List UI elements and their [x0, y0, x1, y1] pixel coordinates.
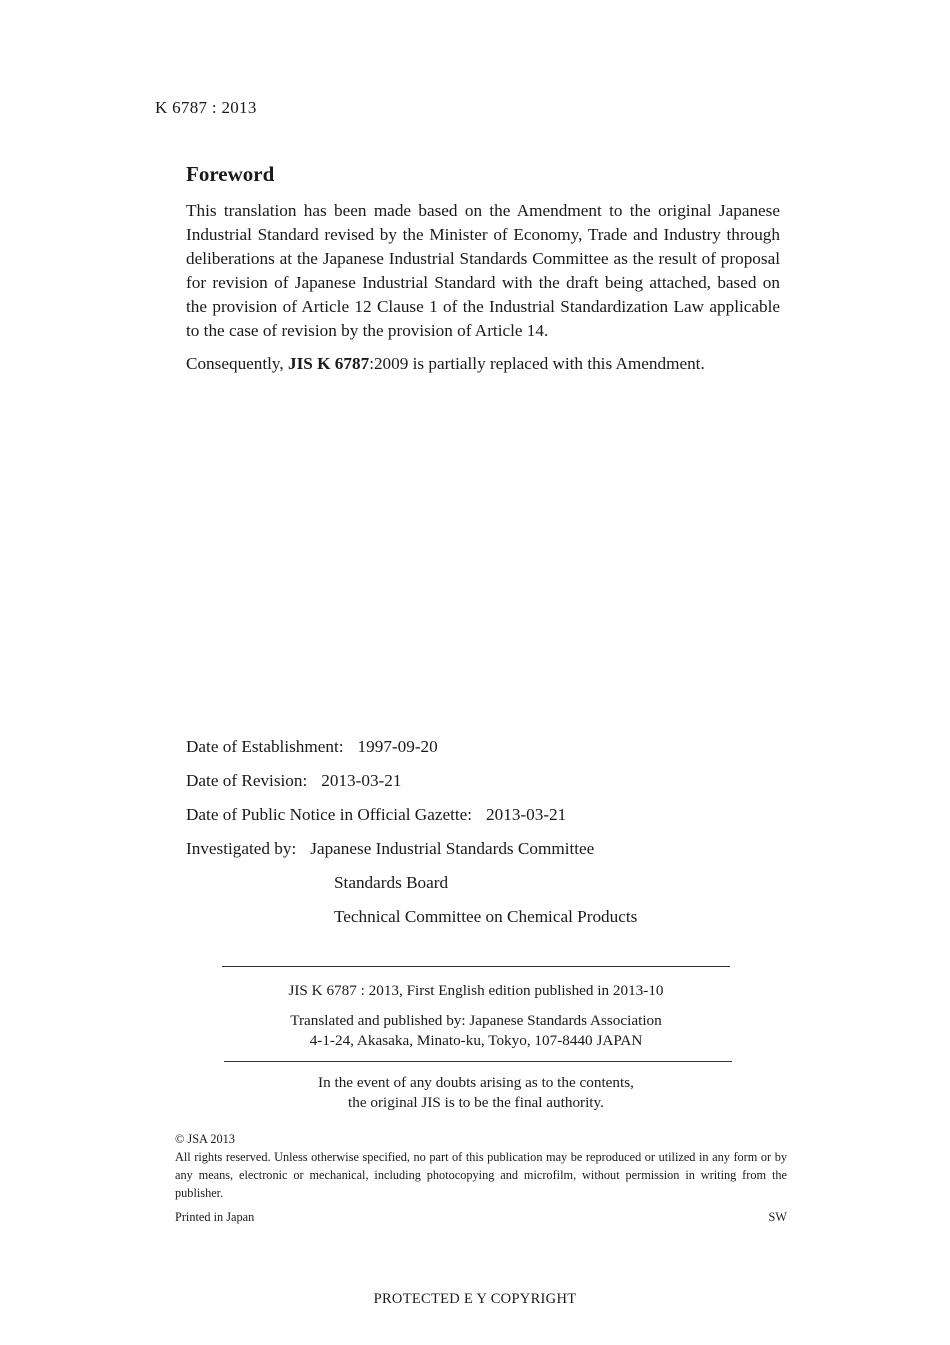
investigated-board: Standards Board: [334, 873, 449, 892]
establishment-label: Date of Establishment:: [186, 737, 344, 756]
foreword-body: [186, 199, 780, 385]
divider-bottom: [224, 1061, 732, 1062]
publisher-block: [222, 1011, 730, 1051]
publisher-address: 4-1-24, Akasaka, Minato-ku, Tokyo, 107-8440 JAPAN: [309, 1032, 643, 1049]
establishment-value: 1997-09-20: [357, 737, 438, 756]
foreword-paragraph-2-prefix: Consequently,: [186, 354, 288, 373]
rights-statement: All rights reserved. Unless otherwise specified, no part of this publication may be reproduced or utilized in any form or by any means, electronic or mechanical, including photocopying and microfilm, without permission in writing from the publisher.: [175, 1150, 787, 1200]
investigated-technical-committee: Technical Committee on Chemical Products: [334, 907, 638, 926]
foreword-paragraph-2: [186, 352, 780, 376]
divider-top: [222, 966, 730, 967]
printed-row: [175, 1210, 787, 1225]
standard-reference: JIS K 6787: [288, 354, 370, 373]
copyright-block: [175, 1130, 787, 1202]
authority-notice-line-2: the original JIS is to be the final authority.: [348, 1094, 604, 1111]
foreword-heading: Foreword: [186, 162, 275, 186]
edition-statement: JIS K 6787 : 2013, First English edition published in 2013-10: [288, 982, 664, 999]
publisher-line: Translated and published by: Japanese Standards Association: [290, 1012, 662, 1029]
standard-metadata: [186, 735, 637, 939]
investigated-committee: Japanese Industrial Standards Committee: [310, 839, 595, 858]
authority-notice-line-1: In the event of any doubts arising as to the contents,: [318, 1074, 634, 1091]
revision-date-row: [186, 769, 637, 803]
establishment-date-row: [186, 735, 637, 769]
revision-label: Date of Revision:: [186, 771, 308, 790]
investigated-by-row: [186, 837, 637, 871]
revision-value: 2013-03-21: [321, 771, 402, 790]
gazette-label: Date of Public Notice in Official Gazette:: [186, 805, 473, 824]
gazette-date-row: [186, 803, 637, 837]
foreword-paragraph-1: This translation has been made based on the Amendment to the original Japanese Industrial Standard revised by the Minister of Economy, Trade and Industry through deliberations at the Japanese Industrial Standards Committee as the result of proposal for revision of Japanese Industrial Standard with the draft being attached, based on the provision of Article 12 Clause 1 of the Industrial Standardization Law applicable to the case of revision by the provision of Article 14.: [186, 201, 780, 340]
gazette-value: 2013-03-21: [486, 805, 567, 824]
print-code: SW: [768, 1210, 787, 1224]
printed-in: Printed in Japan: [175, 1210, 255, 1224]
foreword-paragraph-2-suffix: :2009 is partially replaced with this Amendment.: [369, 354, 705, 373]
authority-notice: [222, 1073, 730, 1113]
copyright-watermark: PROTECTED E Y COPYRIGHT: [373, 1291, 577, 1307]
investigated-label: Investigated by:: [186, 839, 297, 858]
copyright-notice: © JSA 2013: [175, 1132, 235, 1146]
document-id: K 6787 : 2013: [155, 98, 257, 117]
